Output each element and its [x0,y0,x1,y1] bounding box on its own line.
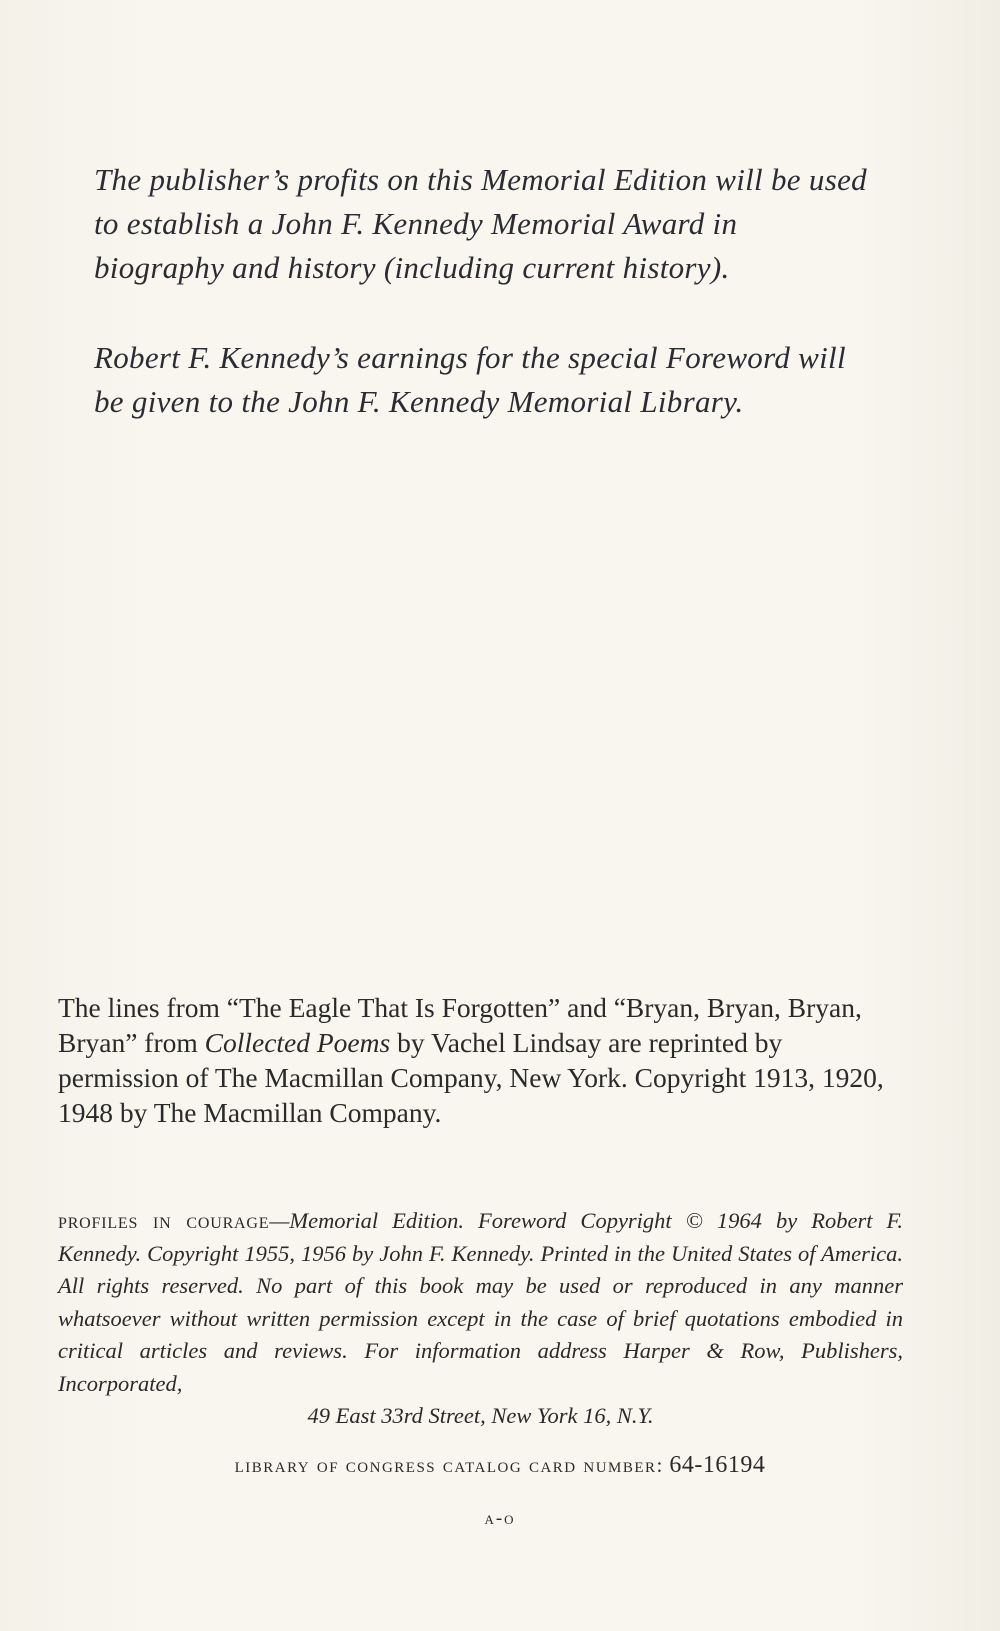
copyright-book-title: profiles in courage [58,1208,270,1233]
copyright-notice [58,1205,903,1433]
publisher-address: 49 East 33rd Street, New York 16, N.Y. [307,1403,654,1428]
catalog-card-label: library of congress catalog card number: [234,1453,664,1477]
catalog-card-line [0,1452,1000,1479]
permissions-notice [58,990,908,1130]
permissions-book-title: Collected Poems [204,1027,391,1058]
memorial-edition-note [94,158,874,290]
foreword-earnings-paragraph: Robert F. Kennedy’s earnings for the special Foreword will be given to the John F. Kennedy Memorial Library. [94,340,846,419]
memorial-edition-paragraph: The publisher’s profits on this Memorial Edition will be used to establish a John F. Kennedy Memorial Award in biography and history (including current history). [94,162,867,285]
permissions-text-before: The lines from “The Eagle That Is Forgotten” and “Bryan, Bryan, Bryan, Bryan” from [58,992,862,1058]
printing-code: a-o [484,1508,516,1529]
foreword-earnings-note [94,336,874,424]
permissions-text-after: by Vachel Lindsay are reprinted by permission of The Macmillan Company, New York. Copyright 1913, 1920, 1948 by The Macmillan Company. [58,1027,884,1128]
copyright-body: —Memorial Edition. Foreword Copyright © 1964 by Robert F. Kennedy. Copyright 1955, 1956 by John F. Kennedy. Printed in the United States of America. All rights reserved. No part of this book may be used or reproduced in any manner whatsoever without written permission except in the case of brief quotations embodied in critical articles and reviews. For information address Harper & Row, Publishers, Incorporated, [58,1208,903,1396]
catalog-card-number: 64-16194 [669,1452,766,1478]
